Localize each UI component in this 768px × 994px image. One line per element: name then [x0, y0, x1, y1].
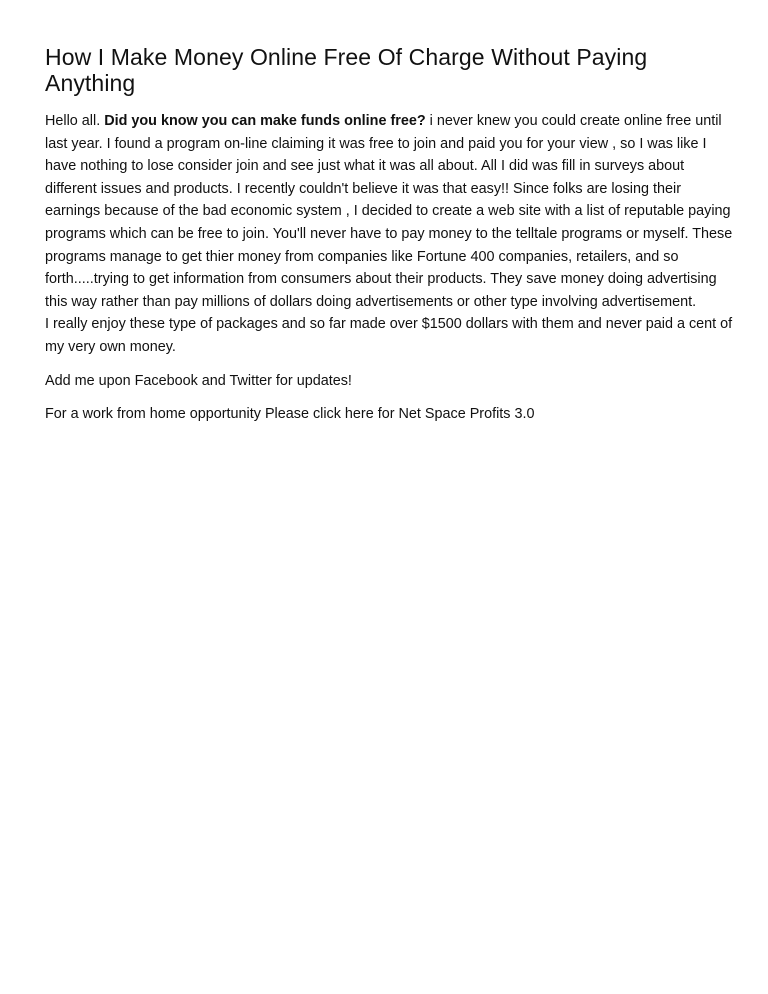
document-page: [45, 44, 735, 426]
document-title: How I Make Money Online Free Of Charge Without Paying Anything: [45, 44, 648, 96]
bold-question: Did you know you can make funds online free?: [104, 113, 426, 129]
paragraph-opportunity: For a work from home opportunity Please click here for Net Space Profits 3.0: [45, 406, 535, 423]
intro-text: Hello all.: [45, 113, 105, 129]
intro-body-text: i never knew you could create online free until last year. I found a program on-line claiming it was free to join and paid you for your view , so I was like I have nothing to lose consider join and see just what it was all about. All I did was fill in surveys about different issues and products. I recently couldn't believe it was that easy!! Since folks are losing their earnings because of the bad economic system , I decided to create a web site with a list of reputable paying programs which can be free to join. You'll never have to pay money to the telltale programs or myself. These programs manage to get thier money from companies like Fortune 400 companies, retailers, and so forth.....trying to get information from consumers about their products. They save money doing advertising this way rather than pay millions of dollars doing advertisements or other type involving advertisement.: [45, 113, 733, 310]
paragraph-earnings: I really enjoy these type of packages and so far made over $1500 dollars with them and never paid a cent of my very own money.: [45, 316, 733, 355]
paragraph-social: Add me upon Facebook and Twitter for updates!: [45, 372, 352, 389]
paragraph-intro: [45, 110, 735, 313]
